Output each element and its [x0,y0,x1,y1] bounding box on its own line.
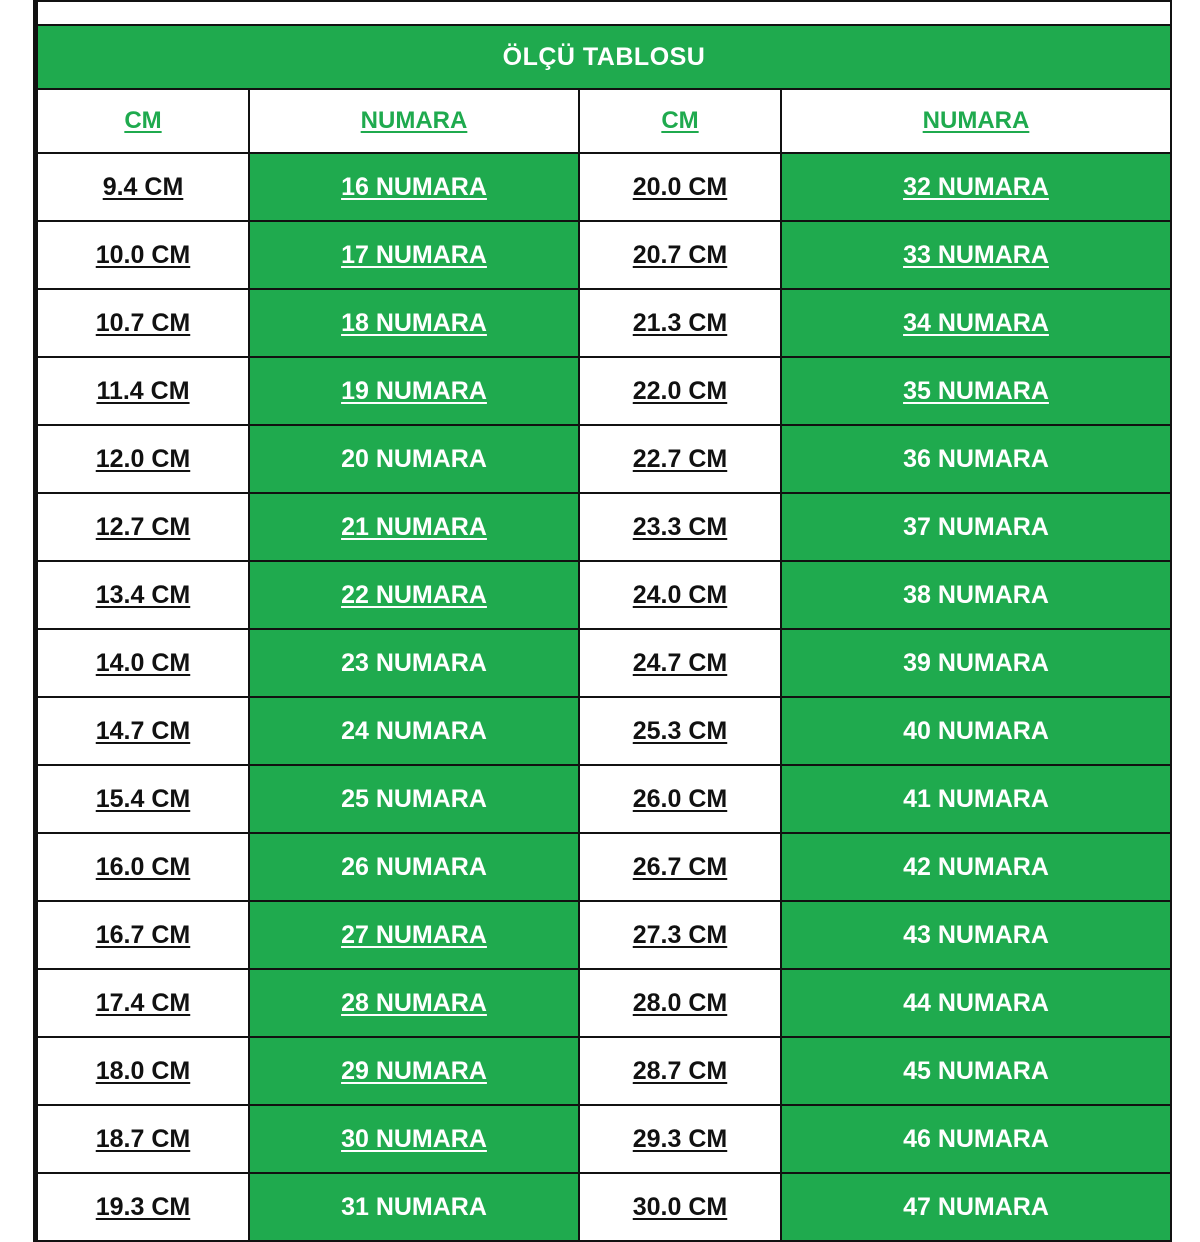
cell-numara-left [249,1105,579,1173]
cell-cm-right-label: 27.3 CM [632,920,728,949]
cell-cm-right [579,1105,781,1173]
cell-numara-left [249,901,579,969]
table-row [37,493,1171,561]
cell-cm-right [579,493,781,561]
cell-numara-left [249,969,579,1037]
cell-cm-right-label: 24.7 CM [632,648,728,677]
cell-numara-left [249,425,579,493]
table-header-row [37,89,1171,153]
cell-cm-right-label: 30.0 CM [632,1192,728,1221]
cell-cm-left [37,289,249,357]
column-header-numara-left [249,89,579,153]
cell-numara-left [249,1173,579,1241]
column-header-cm-right [579,89,781,153]
cell-numara-right [781,1105,1171,1173]
cell-cm-right-label: 22.0 CM [632,376,728,405]
cell-numara-right [781,1173,1171,1241]
cell-numara-right-label: 47 NUMARA [903,1192,1049,1221]
table-row [37,969,1171,1037]
cell-numara-right [781,561,1171,629]
cell-cm-right [579,561,781,629]
cell-numara-left-label: 17 NUMARA [341,240,487,269]
cell-numara-left-label: 29 NUMARA [341,1056,487,1085]
cell-cm-right-label: 29.3 CM [632,1124,728,1153]
cell-cm-right-label: 25.3 CM [632,716,728,745]
cell-numara-right [781,425,1171,493]
cell-cm-left-label: 19.3 CM [95,1192,191,1221]
cell-numara-right-label: 46 NUMARA [903,1124,1049,1153]
cell-cm-left [37,561,249,629]
table-title: ÖLÇÜ TABLOSU [37,25,1171,89]
cell-cm-left-label: 16.0 CM [95,852,191,881]
cell-cm-right [579,289,781,357]
cell-cm-left-label: 18.7 CM [95,1124,191,1153]
cell-numara-left [249,493,579,561]
cell-cm-right [579,901,781,969]
cell-numara-right-label: 33 NUMARA [903,240,1049,269]
table-row [37,765,1171,833]
cell-cm-right-label: 24.0 CM [632,580,728,609]
cell-numara-left [249,153,579,221]
table-row [37,1173,1171,1241]
cell-numara-left-label: 26 NUMARA [341,852,487,881]
cell-numara-right [781,153,1171,221]
cell-cm-left-label: 16.7 CM [95,920,191,949]
table-row [37,629,1171,697]
cell-cm-right [579,1173,781,1241]
column-header-numara-left-label: NUMARA [360,107,468,134]
cell-cm-right [579,425,781,493]
cell-cm-left-label: 18.0 CM [95,1056,191,1085]
cell-numara-left [249,629,579,697]
size-chart-container [33,0,1167,1242]
cell-cm-left [37,153,249,221]
cell-cm-left [37,697,249,765]
cell-numara-right [781,1037,1171,1105]
cell-cm-left-label: 11.4 CM [96,376,190,405]
table-row [37,833,1171,901]
cell-numara-right-label: 34 NUMARA [903,308,1049,337]
cell-cm-right [579,629,781,697]
cell-numara-left-label: 31 NUMARA [341,1192,487,1221]
cell-numara-left-label: 22 NUMARA [341,580,487,609]
cell-numara-left-label: 30 NUMARA [341,1124,487,1153]
cell-cm-left-label: 12.0 CM [95,444,191,473]
cell-numara-left [249,561,579,629]
cell-cm-right [579,153,781,221]
cell-cm-left-label: 10.7 CM [95,308,191,337]
cell-cm-left [37,901,249,969]
cell-numara-right-label: 43 NUMARA [903,920,1049,949]
table-row [37,1037,1171,1105]
cell-numara-right [781,697,1171,765]
cell-numara-right [781,629,1171,697]
cell-numara-right [781,765,1171,833]
cell-cm-left-label: 13.4 CM [95,580,191,609]
cell-numara-left [249,765,579,833]
column-header-numara-right-label: NUMARA [922,107,1030,134]
cell-cm-left-label: 14.7 CM [95,716,191,745]
cell-numara-left [249,221,579,289]
table-row [37,153,1171,221]
size-chart-body [37,1,1171,1241]
cell-cm-right-label: 26.0 CM [632,784,728,813]
cell-numara-right-label: 32 NUMARA [903,172,1049,201]
cell-numara-right [781,901,1171,969]
cell-numara-left-label: 18 NUMARA [341,308,487,337]
cell-numara-right [781,833,1171,901]
cell-cm-right [579,833,781,901]
column-header-cm-left-label: CM [124,107,162,134]
cell-cm-left-label: 10.0 CM [95,240,191,269]
cell-cm-right [579,765,781,833]
cell-cm-left-label: 9.4 CM [102,172,184,201]
cell-cm-left [37,357,249,425]
cell-numara-left-label: 16 NUMARA [341,172,487,201]
table-title-row [37,25,1171,89]
cell-numara-right-label: 40 NUMARA [903,716,1049,745]
table-row [37,697,1171,765]
cell-numara-right-label: 35 NUMARA [903,376,1049,405]
cell-numara-right-label: 41 NUMARA [903,784,1049,813]
cell-cm-left [37,1037,249,1105]
cell-numara-left-label: 24 NUMARA [341,716,487,745]
cell-numara-left-label: 27 NUMARA [341,920,487,949]
cell-cm-right-label: 26.7 CM [632,852,728,881]
column-header-numara-right [781,89,1171,153]
cell-numara-right [781,221,1171,289]
cell-cm-left-label: 15.4 CM [95,784,191,813]
cell-numara-right-label: 42 NUMARA [903,852,1049,881]
cell-numara-left-label: 20 NUMARA [341,444,487,473]
column-header-cm-left [37,89,249,153]
cell-cm-right-label: 23.3 CM [632,512,728,541]
cell-cm-left [37,765,249,833]
cell-cm-left-label: 12.7 CM [95,512,191,541]
cell-cm-right [579,969,781,1037]
cell-cm-left-label: 17.4 CM [95,988,191,1017]
cell-numara-left-label: 28 NUMARA [341,988,487,1017]
cell-numara-right-label: 44 NUMARA [903,988,1049,1017]
table-row [37,561,1171,629]
top-strip-cell [37,1,1171,25]
cell-cm-right-label: 21.3 CM [632,308,728,337]
cell-cm-left-label: 14.0 CM [95,648,191,677]
size-chart-table [36,0,1172,1242]
cell-numara-right [781,289,1171,357]
cell-cm-right-label: 22.7 CM [632,444,728,473]
cell-numara-right-label: 45 NUMARA [903,1056,1049,1085]
cell-numara-left [249,697,579,765]
cell-numara-right-label: 39 NUMARA [903,648,1049,677]
cell-cm-right [579,221,781,289]
cell-cm-left [37,493,249,561]
cell-cm-right [579,357,781,425]
cell-numara-left-label: 19 NUMARA [341,376,487,405]
cell-cm-right [579,1037,781,1105]
table-row [37,1105,1171,1173]
table-row [37,221,1171,289]
table-row [37,901,1171,969]
cell-cm-left [37,629,249,697]
cell-numara-right-label: 36 NUMARA [903,444,1049,473]
cell-numara-left-label: 25 NUMARA [341,784,487,813]
cell-cm-right-label: 28.7 CM [632,1056,728,1085]
cell-cm-left [37,1105,249,1173]
cell-cm-left [37,221,249,289]
table-row [37,357,1171,425]
cell-cm-left [37,1173,249,1241]
cell-cm-right-label: 20.0 CM [632,172,728,201]
cell-cm-left [37,425,249,493]
cell-numara-right [781,493,1171,561]
cell-numara-left-label: 23 NUMARA [341,648,487,677]
cell-numara-left-label: 21 NUMARA [341,512,487,541]
cell-numara-left [249,1037,579,1105]
cell-numara-left [249,357,579,425]
table-row [37,425,1171,493]
cell-cm-left [37,969,249,1037]
cell-numara-right [781,969,1171,1037]
cell-numara-right-label: 38 NUMARA [903,580,1049,609]
cell-numara-right-label: 37 NUMARA [903,512,1049,541]
table-top-strip [37,1,1171,25]
cell-numara-left [249,289,579,357]
cell-cm-right [579,697,781,765]
table-row [37,289,1171,357]
cell-cm-right-label: 20.7 CM [632,240,728,269]
cell-numara-right [781,357,1171,425]
cell-numara-left [249,833,579,901]
cell-cm-right-label: 28.0 CM [632,988,728,1017]
cell-cm-left [37,833,249,901]
column-header-cm-right-label: CM [661,107,699,134]
